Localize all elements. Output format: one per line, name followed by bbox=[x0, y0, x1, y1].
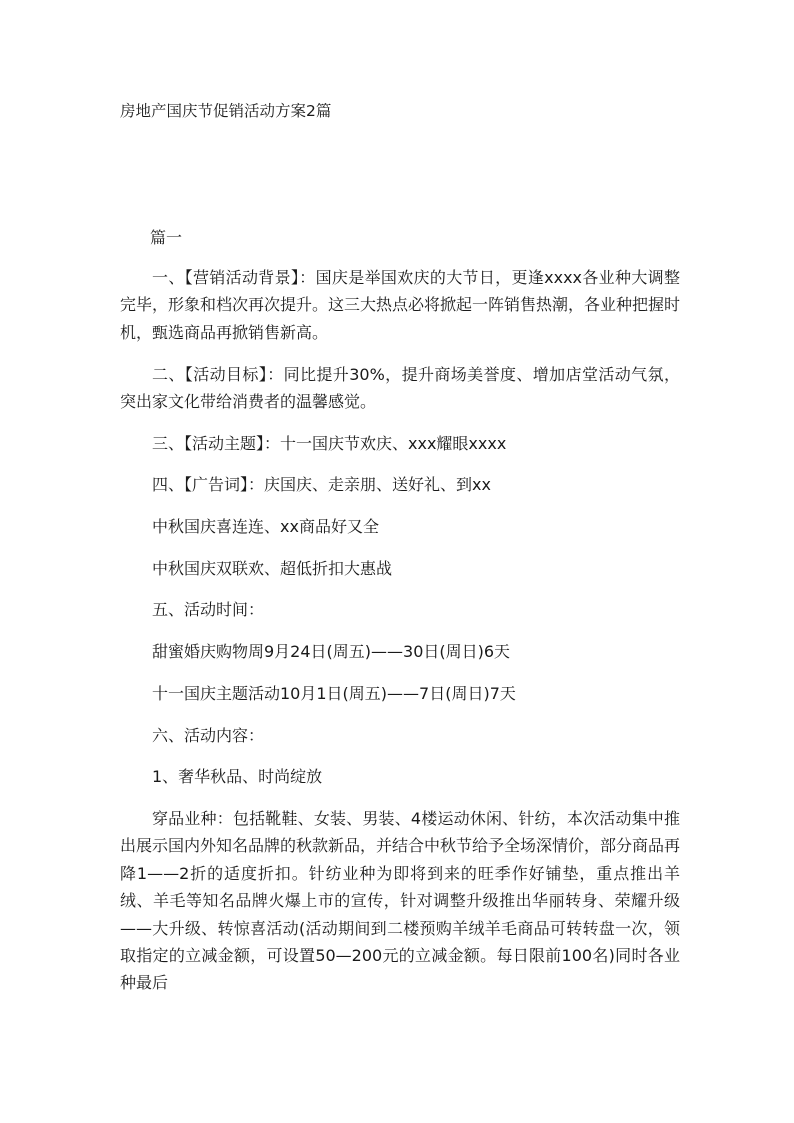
paragraph-time-wedding-week: 甜蜜婚庆购物周9月24日(周五)——30日(周日)6天 bbox=[152, 642, 511, 662]
paragraph-content-item-1: 1、奢华秋品、时尚绽放 bbox=[152, 767, 323, 787]
section-heading: 篇一 bbox=[150, 228, 183, 247]
paragraph-time-heading: 五、活动时间： bbox=[152, 600, 265, 620]
paragraph-slogan-line-2: 中秋国庆喜连连、xx商品好又全 bbox=[152, 517, 379, 537]
document-body bbox=[120, 264, 680, 1010]
paragraph-slogan: 四、【广告词】：庆国庆、走亲朋、送好礼、到xx bbox=[152, 475, 491, 495]
paragraph-content-heading: 六、活动内容： bbox=[152, 725, 265, 745]
paragraph-apparel: 穿品业种：包括靴鞋、女装、男装、4楼运动休闲、针纺，本次活动集中推出展示国内外知名品牌的秋款新品，并结合中秋节给予全场深情价，部分商品再降1——2折的适度折扣。针纺业种为即将到来的旺季作好铺垫，重点推出羊绒、羊毛等知名品牌火爆上市的宣传，针对调整升级推出华丽转身、荣耀升级——大升级、转惊喜活动(活动期间到二楼预购羊绒羊毛商品可转转盘一次，领取指定的立减金额，可设置50—200元的立减金额。每日限前100名)同时各业种最后 bbox=[120, 808, 681, 993]
paragraph-time-national-day: 十一国庆主题活动10月1日(周五)——7日(周日)7天 bbox=[152, 683, 516, 703]
paragraph-background: 一、【营销活动背景】：国庆是举国欢庆的大节日，更逢xxxx各业种大调整完毕，形象和档次再次提升。这三大热点必将掀起一阵销售热潮，各业种把握时机，甄选商品再掀销售新高。 bbox=[120, 268, 681, 342]
document-title: 房地产国庆节促销活动方案2篇 bbox=[120, 102, 332, 120]
paragraph-theme: 三、【活动主题】：十一国庆节欢庆、xxx耀眼xxxx bbox=[152, 433, 507, 453]
paragraph-goal: 二、【活动目标】：同比提升30%，提升商场美誉度、增加店堂活动气氛，突出家文化带给消费者的温馨感觉。 bbox=[120, 364, 680, 411]
paragraph-slogan-line-3: 中秋国庆双联欢、超低折扣大惠战 bbox=[152, 558, 393, 578]
